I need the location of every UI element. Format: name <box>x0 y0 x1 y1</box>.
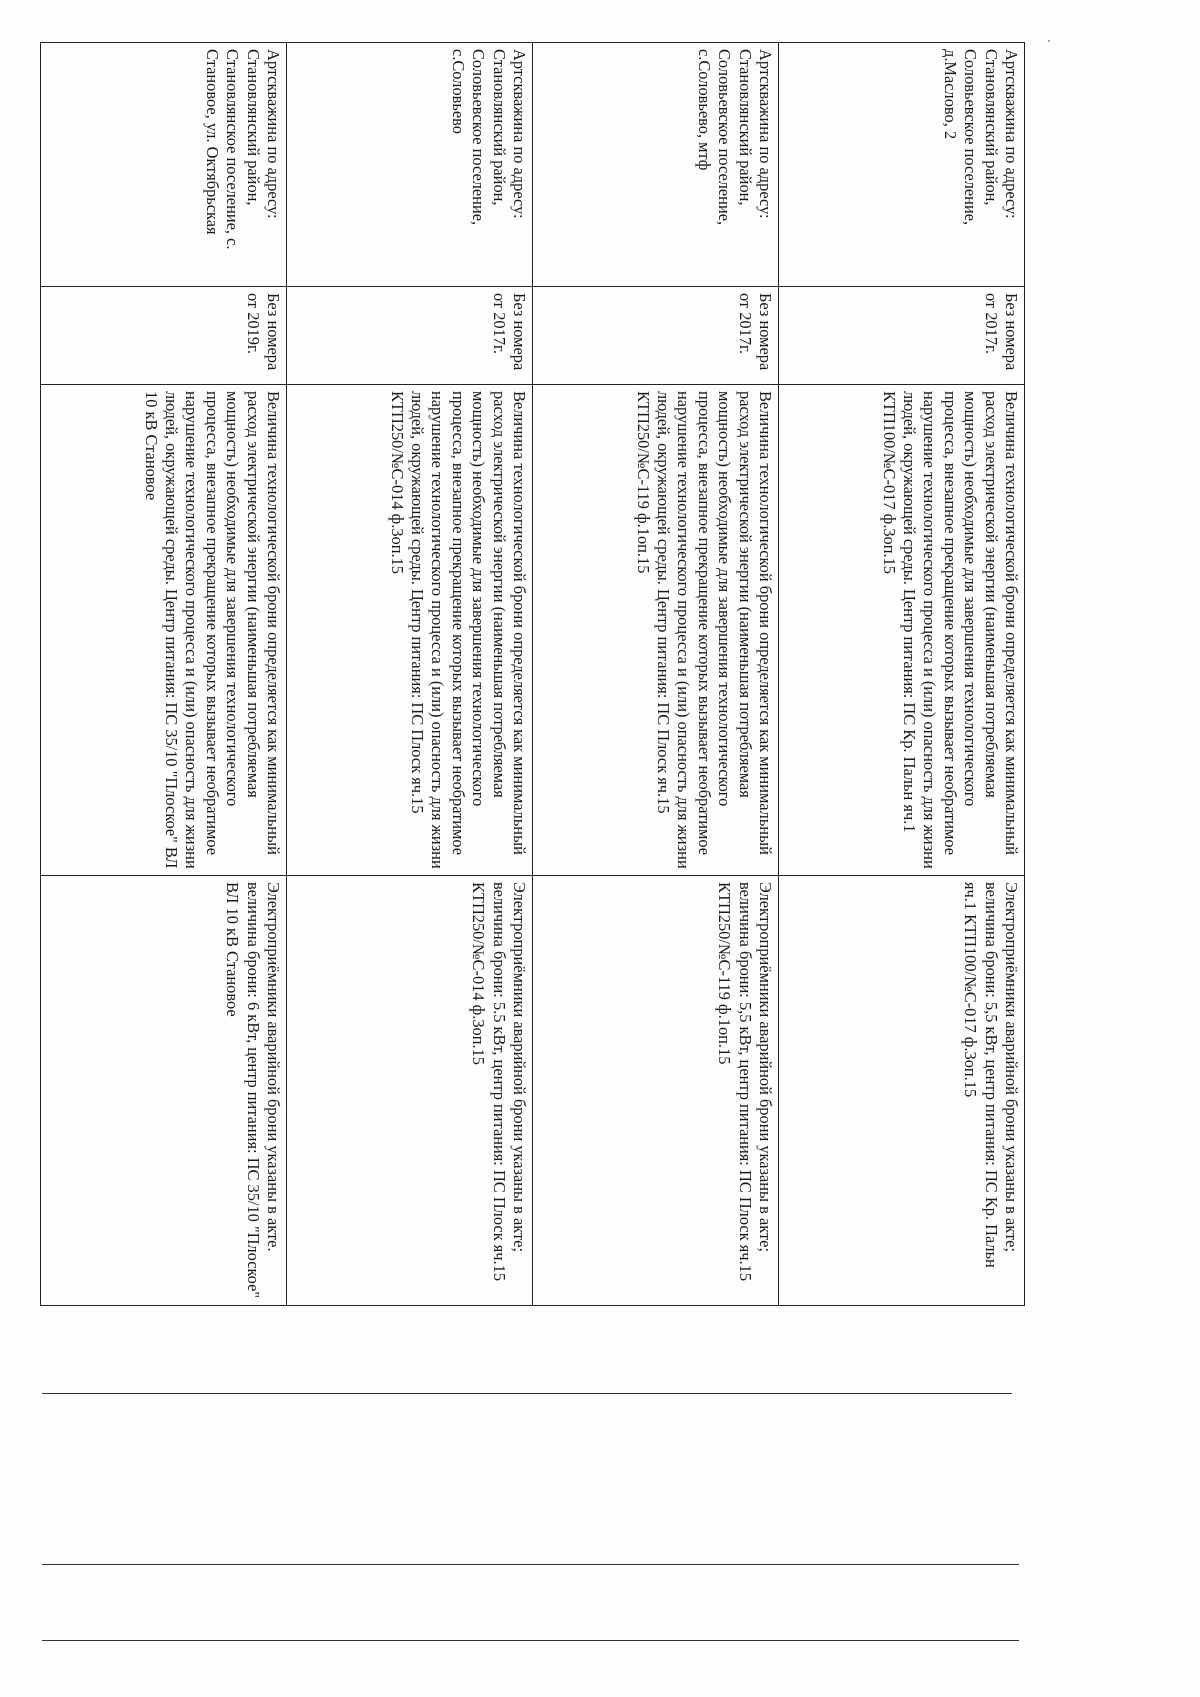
signature-rule <box>42 1393 1012 1394</box>
cell-address: Артскважина по адресу: Становлянский район, Становлянское поселение, с. Становое, ул. Октябрьская <box>41 43 287 287</box>
cell-tech-reserve: Величина технологической брони определяется как минимальный расход электрической энергии (наименьшая потребляемая мощность) необходимые для завершения технологического процесса, внезапное прекращение которых вызывает необратимое нарушение технологического процесса и (или) опасность для жизни людей, окружающей среды. Центр питания: ПС Плоск яч.15 КТП250/№С-014 ф.3оп.15 <box>287 385 533 876</box>
cell-address: Артскважина по адресу: Становлянский район, Соловьевское поселение, д.Маслово, 2 <box>779 43 1025 287</box>
cell-act: Без номера от 2019г. <box>41 287 287 385</box>
cell-address: Артскважина по адресу: Становлянский район, Соловьевское поселение, с.Соловьево <box>287 43 533 287</box>
cell-emergency-reserve: Электроприёмники аварийной брони указаны в акте. величина брони: 6 кВт, центр питания: ПС 35/10 "Плоское" ВЛ 10 кВ Становое <box>41 876 287 1306</box>
table-row <box>533 43 779 1306</box>
rotated-table-container <box>40 42 1025 1305</box>
cell-emergency-reserve: Электроприёмники аварийной брони указаны в акте; величина брони: 5,5 кВт, центр питания: ПС Кр. Пальн яч.1 КТП100/№С-017 ф.3оп.15 <box>779 876 1025 1306</box>
cell-address: Артскважина по адресу: Становлянский район, Соловьевское поселение, с.Соловьево, мтф <box>533 43 779 287</box>
scan-speck <box>1048 40 1050 42</box>
reserve-table <box>40 42 1025 1306</box>
table-row <box>287 43 533 1306</box>
cell-tech-reserve: Величина технологической брони определяется как минимальный расход электрической энергии (наименьшая потребляемая мощность) необходимые для завершения технологического процесса, внезапное прекращение которых вызывает необратимое нарушение технологического процесса и (или) опасность для жизни людей, окружающей среды. Центр питания: ПС Плоск яч.15 КТП250/№С-119 ф.1оп.15 <box>533 385 779 876</box>
cell-emergency-reserve: Электроприёмники аварийной брони указаны в акте; величина брони: 5,5 кВт, центр питания: ПС Плоск яч.15 КТП250/№С-119 ф.1оп.15 <box>533 876 779 1306</box>
cell-act: Без номера от 2017г. <box>779 287 1025 385</box>
signature-rule <box>42 1640 1019 1641</box>
signature-rule <box>42 1564 1019 1565</box>
cell-emergency-reserve: Электроприёмники аварийной брони указаны в акте; величина брони: 5.5 кВт, центр питания: ПС Плоск яч.15 КТП250/№С-014 ф.3оп.15 <box>287 876 533 1306</box>
cell-tech-reserve: Величина технологической брони определяется как минимальный расход электрической энергии (наименьшая потребляемая мощность) необходимые для завершения технологического процесса, внезапное прекращение которых вызывает необратимое нарушение технологического процесса и (или) опасность для жизни людей, окружающей среды. Центр питания: ПС 35/10 "Плоское" ВЛ 10 кВ Становое <box>41 385 287 876</box>
cell-act: Без номера от 2017г. <box>533 287 779 385</box>
table-row <box>779 43 1025 1306</box>
cell-act: Без номера от 2017г. <box>287 287 533 385</box>
cell-tech-reserve: Величина технологической брони определяется как минимальный расход электрической энергии (наименьшая потребляемая мощность) необходимые для завершения технологического процесса, внезапное прекращение которых вызывает необратимое нарушение технологического процесса и (или) опасность для жизни людей, окружающей среды. Центр питания: ПС Кр. Пальн яч.1 КТП100/№С-017 ф.3оп.15 <box>779 385 1025 876</box>
table-row <box>41 43 287 1306</box>
